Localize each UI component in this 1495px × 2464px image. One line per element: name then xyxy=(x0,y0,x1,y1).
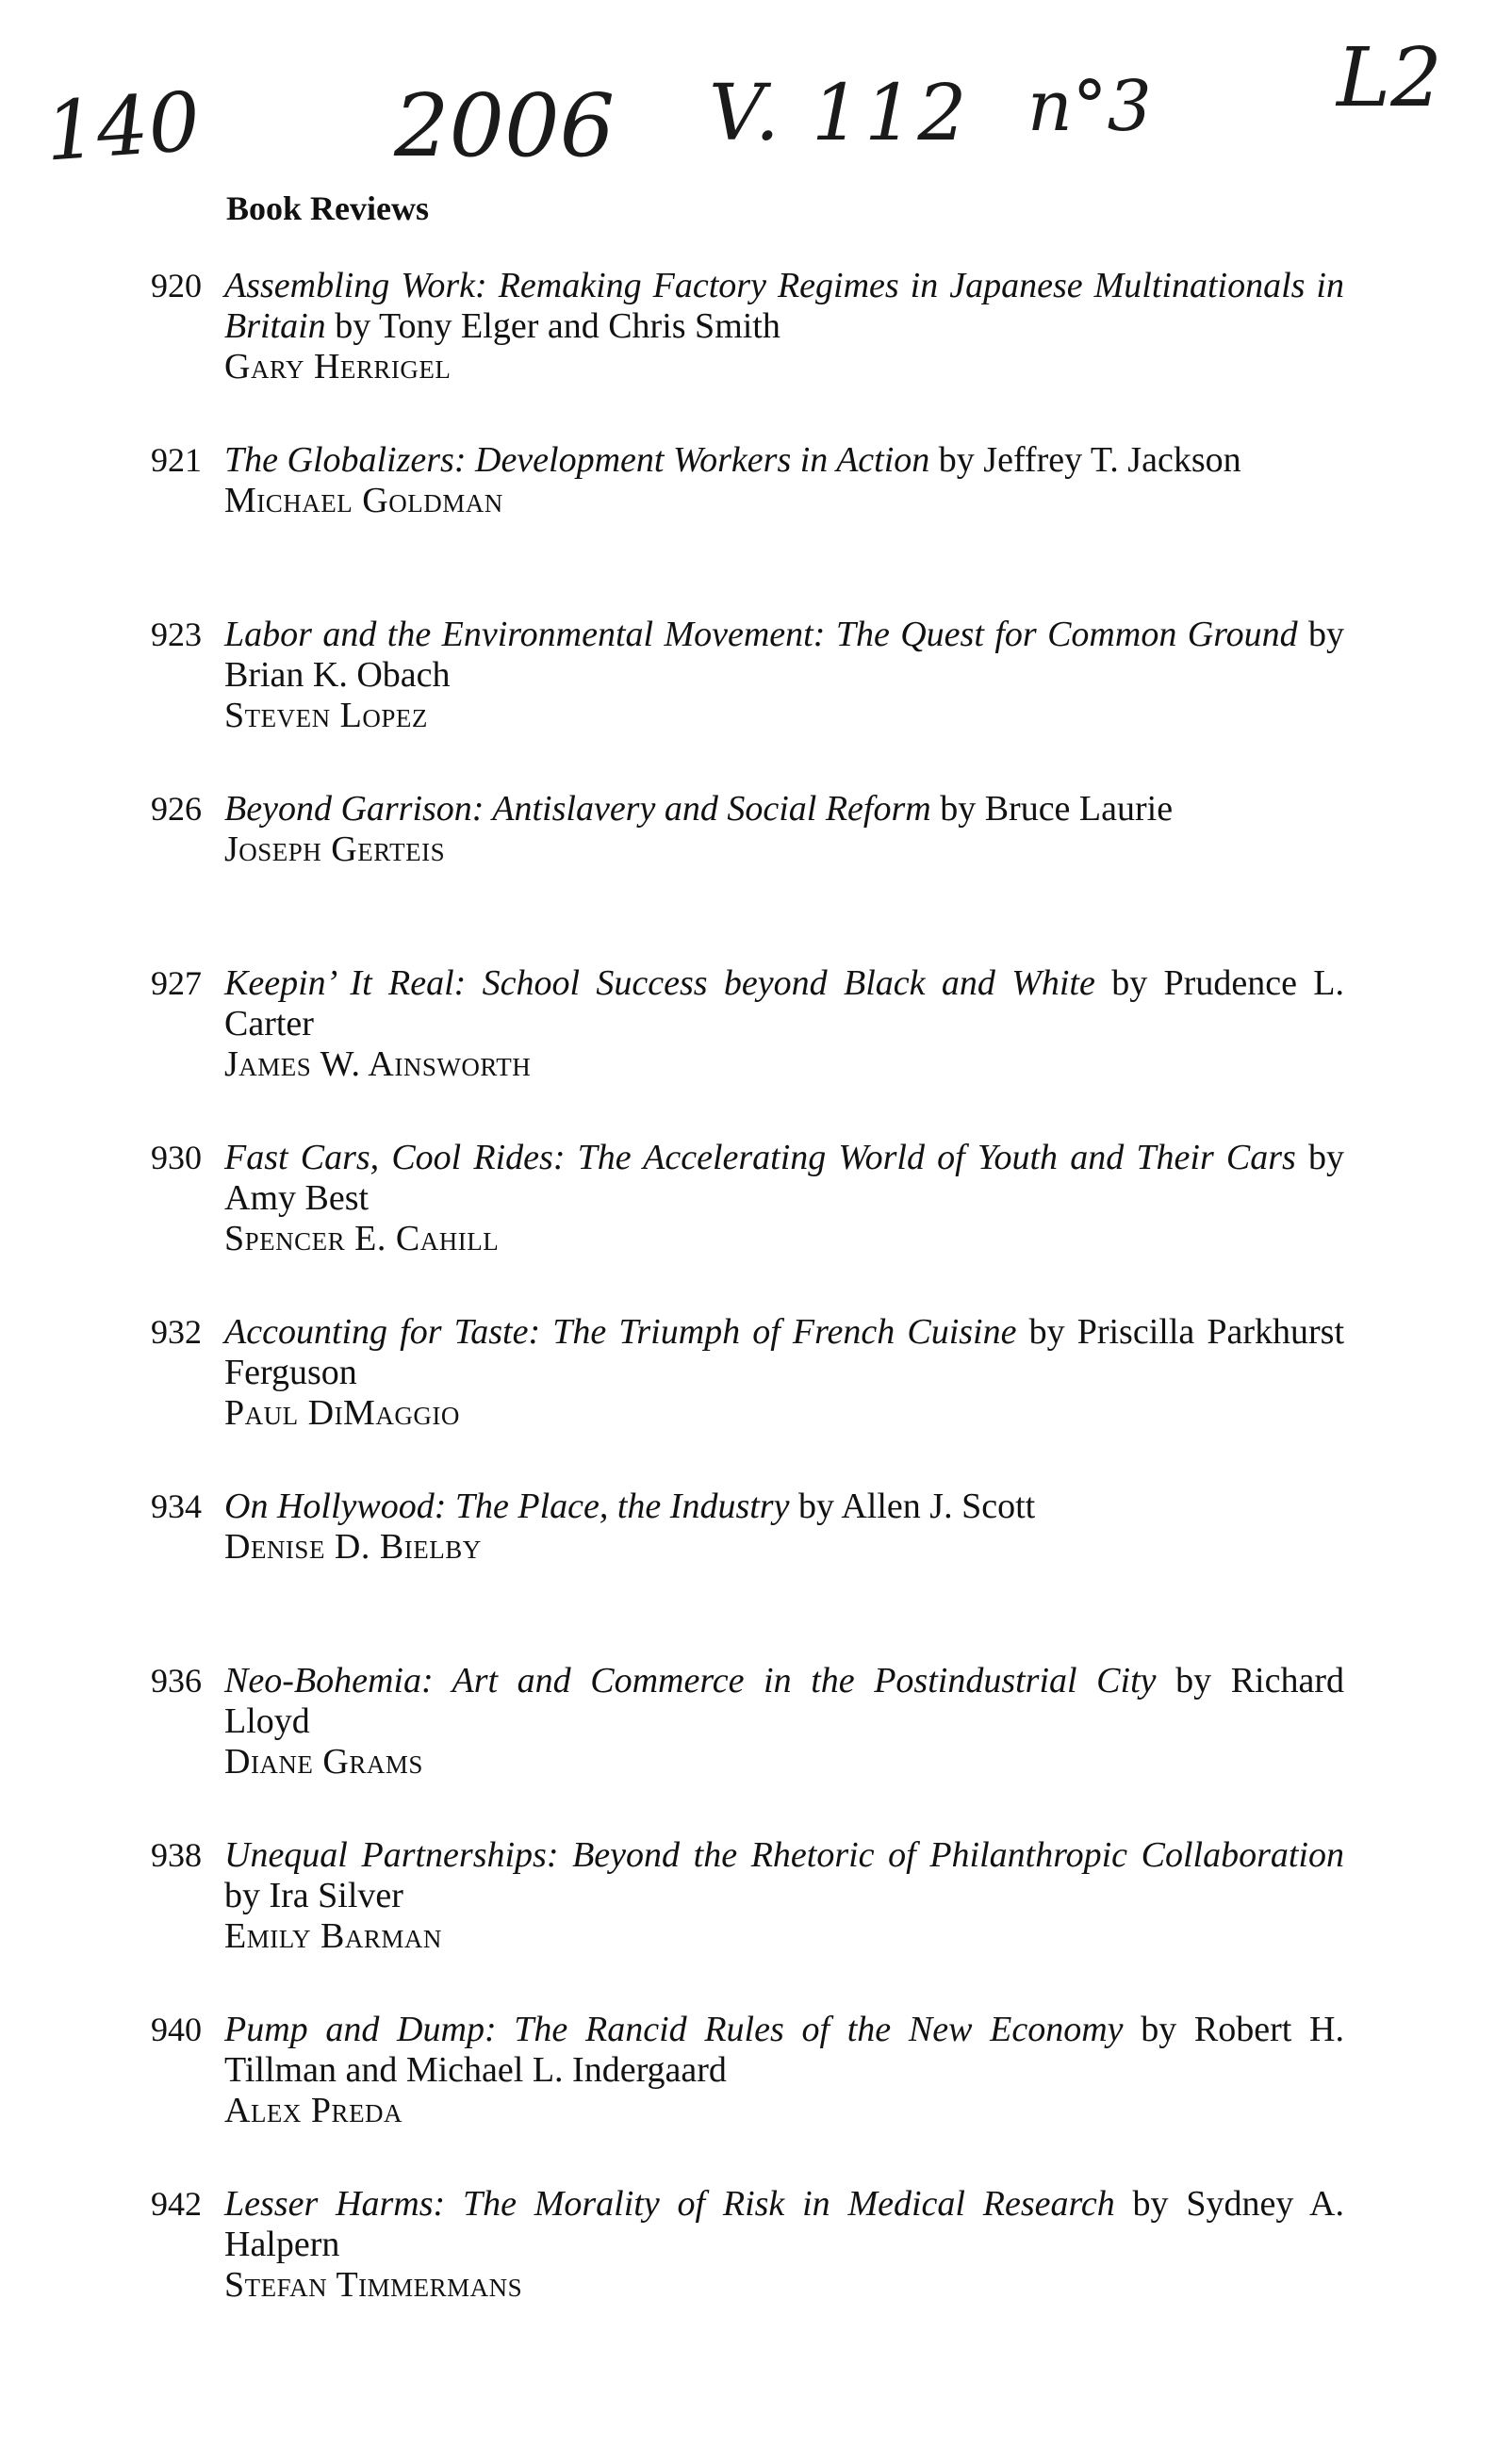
page-number: 920 xyxy=(151,267,202,304)
book-title: Pump and Dump: The Rancid Rules of the New Economy xyxy=(224,2010,1124,2049)
review-entry xyxy=(104,615,1344,789)
review-entry xyxy=(104,963,1344,1138)
book-authors: by Bruce Laurie xyxy=(940,789,1174,829)
book-review-list xyxy=(104,266,1344,2358)
review-citation xyxy=(213,615,1344,736)
review-citation xyxy=(213,1835,1344,1957)
book-title: Beyond Garrison: Antislavery and Social Reform xyxy=(224,789,931,829)
book-title: Assembling Work: Remaking Factory Regimes in Japanese Multinationals in Britain xyxy=(224,266,1344,346)
reviewer-name: Gary Herrigel xyxy=(224,347,452,386)
review-entry xyxy=(104,2010,1344,2184)
book-authors: by Ira Silver xyxy=(224,1876,403,1915)
reviewer-name: Alex Preda xyxy=(224,2091,403,2130)
page-number: 934 xyxy=(151,1487,202,1525)
section-title: Book Reviews xyxy=(226,189,429,227)
reviewer-name: Joseph Gerteis xyxy=(224,830,446,869)
reviewer-name: Spencer E. Cahill xyxy=(224,1219,500,1258)
reviewer-name: Stefan Timmermans xyxy=(224,2265,523,2305)
book-authors: by Sydney A. Halpern xyxy=(224,2184,1344,2264)
review-citation xyxy=(213,963,1344,1085)
review-citation xyxy=(213,1312,1344,1434)
book-title: Neo-Bohemia: Art and Commerce in the Postindustrial City xyxy=(224,1661,1157,1700)
handwritten-note-code: L2 xyxy=(1337,31,1442,125)
reviewer-name: Denise D. Bielby xyxy=(224,1527,482,1567)
review-entry xyxy=(104,1312,1344,1487)
book-authors: by Priscilla Parkhurst Ferguson xyxy=(224,1312,1344,1392)
handwritten-note-number: 140 xyxy=(41,74,204,180)
page-number: 921 xyxy=(151,441,202,479)
reviewer-name: Steven Lopez xyxy=(224,696,428,735)
page-number: 930 xyxy=(151,1139,202,1176)
book-authors: by Prudence L. Carter xyxy=(224,963,1344,1043)
review-citation xyxy=(213,266,1344,387)
page-number: 938 xyxy=(151,1836,202,1874)
review-entry xyxy=(104,1487,1344,1661)
review-citation xyxy=(213,1487,1344,1568)
page-number: 936 xyxy=(151,1662,202,1700)
reviewer-name: Paul DiMaggio xyxy=(224,1393,460,1433)
book-title: The Globalizers: Development Workers in Action xyxy=(224,440,930,480)
handwritten-note-year: 2006 xyxy=(394,75,616,176)
book-title: On Hollywood: The Place, the Industry xyxy=(224,1487,790,1526)
review-entry xyxy=(104,266,1344,440)
review-citation xyxy=(213,2010,1344,2131)
review-citation xyxy=(213,2184,1344,2306)
page-number: 923 xyxy=(151,616,202,653)
review-entry xyxy=(104,1835,1344,2010)
book-title: Fast Cars, Cool Rides: The Accelerating World of Youth and Their Cars xyxy=(224,1138,1296,1177)
review-entry xyxy=(104,1138,1344,1312)
handwritten-note-issue: n°3 xyxy=(1027,66,1152,147)
book-title: Labor and the Environmental Movement: The Quest for Common Ground xyxy=(224,615,1298,654)
book-authors: by Richard Lloyd xyxy=(224,1661,1344,1741)
page-number: 927 xyxy=(151,964,202,1002)
review-citation xyxy=(213,789,1344,870)
review-entry xyxy=(104,789,1344,963)
review-entry xyxy=(104,440,1344,615)
handwritten-note-volume: V. 112 xyxy=(709,69,971,158)
book-authors: by Robert H. Tillman and Michael L. Indergaard xyxy=(224,2010,1344,2090)
book-authors: by Tony Elger and Chris Smith xyxy=(335,306,780,346)
review-entry xyxy=(104,1661,1344,1835)
page-number: 926 xyxy=(151,790,202,828)
book-authors: by Jeffrey T. Jackson xyxy=(938,440,1241,480)
review-citation xyxy=(213,1661,1344,1782)
book-authors: by Allen J. Scott xyxy=(797,1487,1036,1526)
book-authors: by Amy Best xyxy=(224,1138,1345,1218)
book-title: Accounting for Taste: The Triumph of French Cuisine xyxy=(224,1312,1017,1352)
page-number: 942 xyxy=(151,2185,202,2223)
book-title: Lesser Harms: The Morality of Risk in Medical Research xyxy=(224,2184,1115,2224)
review-citation xyxy=(213,1138,1344,1259)
book-title: Unequal Partnerships: Beyond the Rhetoric of Philanthropic Collaboration xyxy=(224,1835,1344,1875)
reviewer-name: Michael Goldman xyxy=(224,481,503,520)
reviewer-name: Diane Grams xyxy=(224,1742,423,1782)
reviewer-name: James W. Ainsworth xyxy=(224,1044,532,1084)
book-authors: by Brian K. Obach xyxy=(224,615,1345,695)
page-number: 940 xyxy=(151,2011,202,2048)
page-number: 932 xyxy=(151,1313,202,1351)
review-citation xyxy=(213,440,1344,521)
review-entry xyxy=(104,2184,1344,2358)
reviewer-name: Emily Barman xyxy=(224,1916,442,1956)
book-title: Keepin’ It Real: School Success beyond Black and White xyxy=(224,963,1095,1003)
